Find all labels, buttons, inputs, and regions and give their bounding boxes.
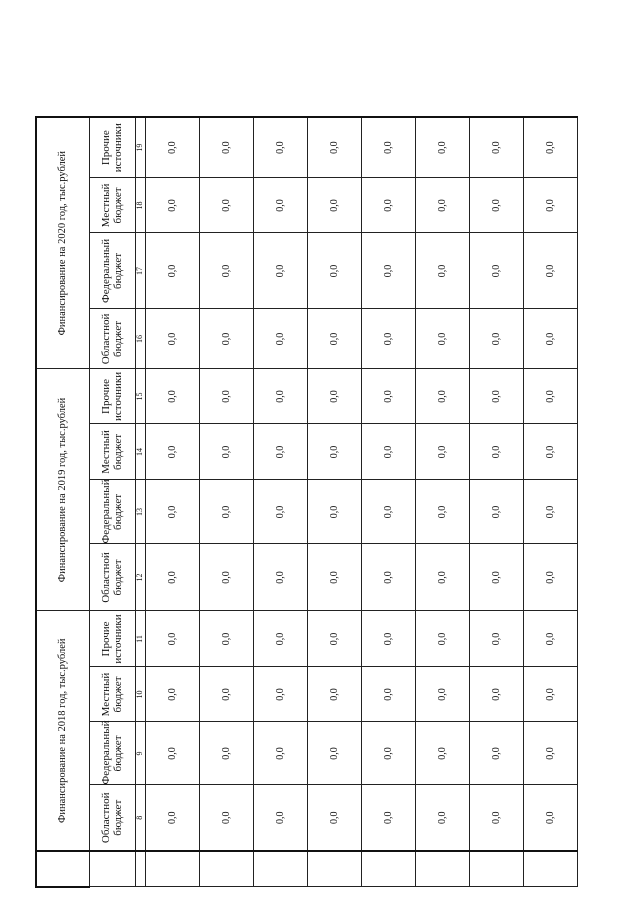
cell: 0,0 [307,667,361,722]
cell: 0,0 [415,369,469,424]
cell: 0,0 [361,722,415,785]
cell: 0,0 [469,544,523,611]
cell: 0,0 [361,309,415,369]
cell: 0,0 [145,667,199,722]
cell: 0,0 [361,233,415,309]
corner-cell [89,851,135,887]
col-header-17: Федеральный бюджет [89,233,135,309]
cell: 0,0 [199,480,253,544]
cell: 0,0 [307,480,361,544]
column-header-row [89,117,135,887]
cell: 0,0 [253,309,307,369]
col-number-13: 13 [135,480,145,544]
cell: 0,0 [199,117,253,178]
cell: 0,0 [307,611,361,667]
cell: 0,0 [199,309,253,369]
cell: 0,0 [307,369,361,424]
col-header-9: Федеральный бюджет [89,722,135,785]
cell: 0,0 [415,424,469,480]
row-stub [361,851,415,887]
cell: 0,0 [523,309,577,369]
col-number-15: 15 [135,369,145,424]
cell: 0,0 [469,480,523,544]
cell: 0,0 [145,785,199,851]
row-stub [307,851,361,887]
cell: 0,0 [415,480,469,544]
cell: 0,0 [199,785,253,851]
col-number-11: 11 [135,611,145,667]
row-stub [415,851,469,887]
table-row [523,117,577,887]
cell: 0,0 [523,544,577,611]
col-header-13: Федеральный бюджет [89,480,135,544]
cell: 0,0 [145,611,199,667]
cell: 0,0 [199,233,253,309]
table-row [199,117,253,887]
cell: 0,0 [253,667,307,722]
financing-table [35,116,578,888]
cell: 0,0 [469,722,523,785]
cell: 0,0 [523,785,577,851]
table-row [469,117,523,887]
col-number-12: 12 [135,544,145,611]
cell: 0,0 [253,117,307,178]
row-stub [199,851,253,887]
cell: 0,0 [469,369,523,424]
year-header-2020: Финансирование на 2020 год, тыс.рублей [36,117,89,369]
row-stub [253,851,307,887]
row-stub [145,851,199,887]
cell: 0,0 [199,667,253,722]
cell: 0,0 [253,424,307,480]
cell: 0,0 [415,611,469,667]
cell: 0,0 [469,785,523,851]
cell: 0,0 [523,178,577,233]
cell: 0,0 [253,722,307,785]
cell: 0,0 [415,785,469,851]
cell: 0,0 [199,611,253,667]
corner-cell [135,851,145,887]
cell: 0,0 [307,178,361,233]
year-header-2019: Финансирование на 2019 год, тыс.рублей [36,369,89,611]
cell: 0,0 [361,424,415,480]
col-header-11: Прочие источники [89,611,135,667]
cell: 0,0 [469,117,523,178]
cell: 0,0 [415,722,469,785]
col-header-14: Местный бюджет [89,424,135,480]
cell: 0,0 [415,117,469,178]
cell: 0,0 [199,544,253,611]
cell: 0,0 [145,722,199,785]
table-row [361,117,415,887]
cell: 0,0 [199,424,253,480]
col-number-14: 14 [135,424,145,480]
cell: 0,0 [145,480,199,544]
cell: 0,0 [253,178,307,233]
cell: 0,0 [469,309,523,369]
col-header-16: Областной бюджет [89,309,135,369]
cell: 0,0 [253,544,307,611]
cell: 0,0 [361,117,415,178]
col-number-10: 10 [135,667,145,722]
cell: 0,0 [145,117,199,178]
cell: 0,0 [145,369,199,424]
cell: 0,0 [469,233,523,309]
cell: 0,0 [523,480,577,544]
cell: 0,0 [361,544,415,611]
cell: 0,0 [523,611,577,667]
col-header-12: Областной бюджет [89,544,135,611]
cell: 0,0 [523,233,577,309]
cell: 0,0 [469,611,523,667]
cell: 0,0 [145,178,199,233]
cell: 0,0 [361,785,415,851]
cell: 0,0 [253,233,307,309]
col-number-9: 9 [135,722,145,785]
cell: 0,0 [469,178,523,233]
col-number-17: 17 [135,233,145,309]
col-number-19: 19 [135,117,145,178]
col-header-10: Местный бюджет [89,667,135,722]
corner-cell [36,851,89,887]
rotated-page [35,118,560,888]
cell: 0,0 [415,178,469,233]
cell: 0,0 [307,785,361,851]
col-number-8: 8 [135,785,145,851]
cell: 0,0 [199,369,253,424]
col-header-19: Прочие источники [89,117,135,178]
cell: 0,0 [361,611,415,667]
column-number-row [135,117,145,887]
col-header-8: Областной бюджет [89,785,135,851]
col-number-18: 18 [135,178,145,233]
cell: 0,0 [145,309,199,369]
cell: 0,0 [145,544,199,611]
cell: 0,0 [361,480,415,544]
cell: 0,0 [253,369,307,424]
cell: 0,0 [145,424,199,480]
cell: 0,0 [199,722,253,785]
cell: 0,0 [523,722,577,785]
cell: 0,0 [307,233,361,309]
cell: 0,0 [415,667,469,722]
year-header-2018: Финансирование на 2018 год, тыс.рублей [36,611,89,851]
cell: 0,0 [145,233,199,309]
col-header-18: Местный бюджет [89,178,135,233]
table-row [307,117,361,887]
col-header-15: Прочие источники [89,369,135,424]
cell: 0,0 [523,424,577,480]
cell: 0,0 [469,424,523,480]
cell: 0,0 [469,667,523,722]
cell: 0,0 [253,611,307,667]
cell: 0,0 [307,309,361,369]
cell: 0,0 [415,309,469,369]
cell: 0,0 [199,178,253,233]
cell: 0,0 [415,544,469,611]
cell: 0,0 [415,233,469,309]
cell: 0,0 [253,480,307,544]
cell: 0,0 [307,544,361,611]
row-stub [523,851,577,887]
cell: 0,0 [307,722,361,785]
col-number-16: 16 [135,309,145,369]
cell: 0,0 [523,369,577,424]
cell: 0,0 [361,667,415,722]
cell: 0,0 [307,117,361,178]
cell: 0,0 [523,667,577,722]
year-header-row [36,117,89,887]
cell: 0,0 [523,117,577,178]
table-row [145,117,199,887]
cell: 0,0 [307,424,361,480]
cell: 0,0 [253,785,307,851]
table-row [415,117,469,887]
cell: 0,0 [361,369,415,424]
table-row [253,117,307,887]
row-stub [469,851,523,887]
cell: 0,0 [361,178,415,233]
